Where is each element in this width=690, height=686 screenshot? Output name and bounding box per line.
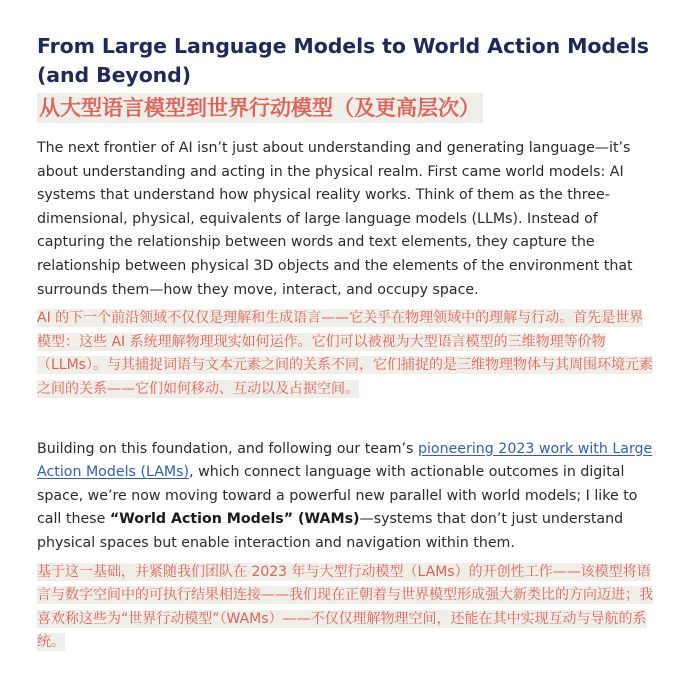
text-before-link: Building on this foundation, and following our team’s: [37, 440, 418, 457]
paragraph-world-models-translation: [37, 307, 657, 401]
translation-text: AI 的下一个前沿领域不仅仅是理解和生成语言——它关乎在物理领域中的理解与行动。首先是世界模型：这些 AI 系统理解物理现实如何运作。它们可以被视为大型语言模型的三维物理等价物（LLMs）。与其捕捉词语与文本元素之间的关系不同，它们捕捉的是三维物理物体与其周围环境元素之间的关系——它们如何移动、互动以及占据空间。: [37, 310, 653, 397]
paragraph-world-models: The next frontier of AI isn’t just about understanding and generating language—it’s about understanding and acting in the physical realm. First came world models: AI systems that understand how physical reality works. Think of them as the three-dimensional, physical, equivalents of large language models (LLMs). Instead of capturing the relationship between words and text elements, they capture the relationship between physical 3D objects and the elements of the environment that surrounds them—how they move, interact, and occupy space.: [37, 140, 633, 298]
paragraph-wams-translation: [37, 561, 657, 655]
page-title-translation: 从大型语言模型到世界行动模型（及更高层次）: [37, 93, 483, 123]
text-end: —systems that don’t just understand physical spaces but enable interaction and navigation within them.: [37, 511, 624, 551]
lams-link[interactable]: pioneering 2023 work with Large Action Models (LAMs): [37, 440, 653, 481]
page-title: From Large Language Models to World Action Models (and Beyond): [37, 34, 649, 87]
paragraph-wams: [37, 438, 657, 556]
text-after-link: , which connect language with actionable outcomes in digital space, we’re now moving toward a powerful new parallel with world models; I like to call these: [37, 464, 638, 528]
translation-text: 基于这一基础，并紧随我们团队在 2023 年与大型行动模型（LAMs）的开创性工作——该模型将语言与数字空间中的可执行结果相连接——我们现在正朝着与世界模型形成强大新类比的方向迈进；我喜欢称这些为“世界行动模型”（WAMs）——不仅仅理解物理空间，还能在其中实现互动与导航的系统。: [37, 563, 653, 651]
wams-term: “World Action Models” (WAMs): [109, 511, 360, 528]
section-spacer: [37, 402, 660, 424]
